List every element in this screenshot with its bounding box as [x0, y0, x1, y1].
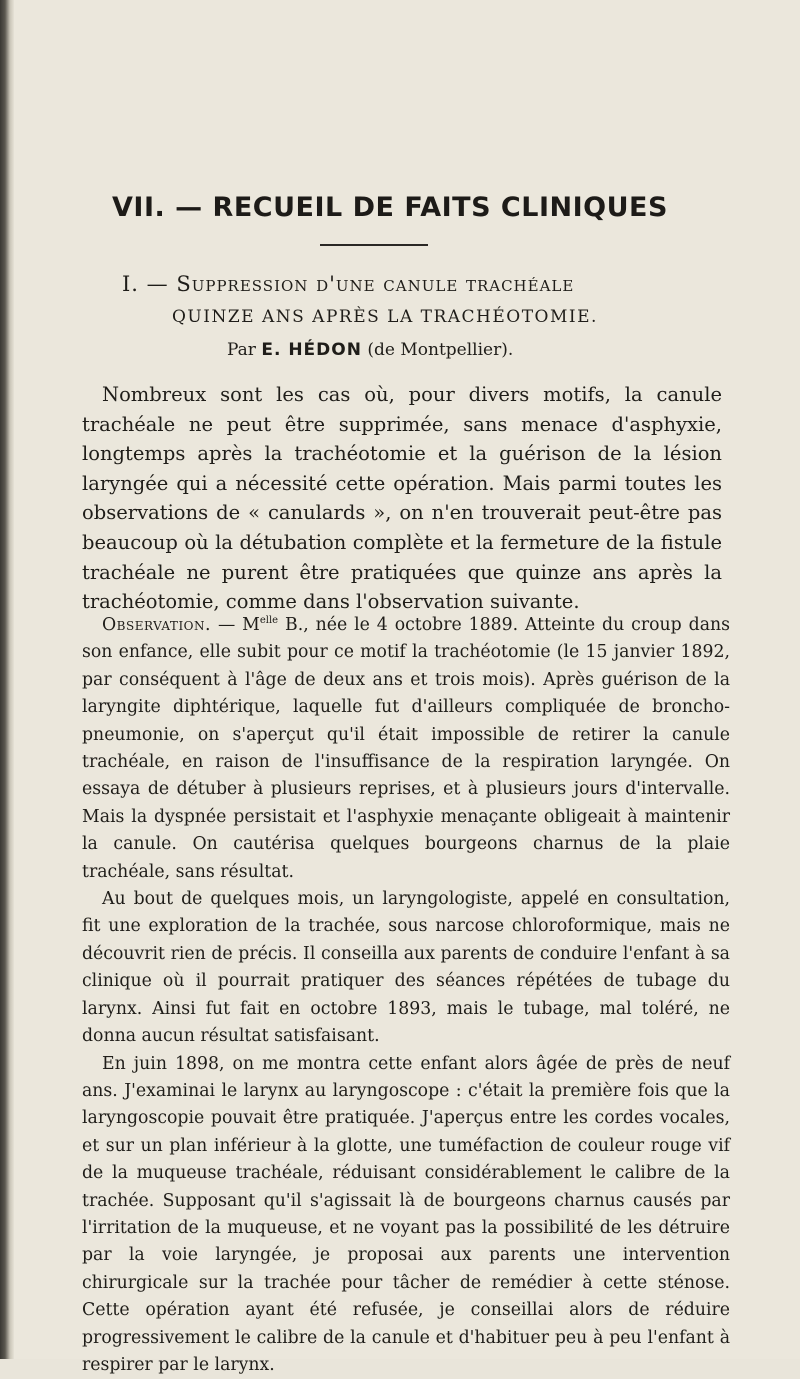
observation-title-sup: elle — [260, 615, 278, 626]
observation-section — [82, 612, 730, 1379]
observation-paragraph-3: En juin 1898, on me montra cette enfant alors âgée de près de neuf ans. J'examinai le larynx au laryngoscope : c'était la première fois que la laryngoscopie pouvait être pratiquée. J'aperçus entre les cordes vocales, et sur un plan inférieur à la glotte, une tuméfaction de couleur rouge vif de la muqueuse trachéale, réduisant considérablement le calibre de la trachée. Supposant qu'il s'agissait là de bourgeons charnus causés par l'irritation de la muqueuse, et ne voyant pas la possibilité de les détruire par la voie laryngée, je proposai aux parents une intervention chirurgicale sur la trachée pour tâcher de remédier à cette sténose. Cette opération ayant été refusée, je conseillai alors de réduire progressivement le calibre de la canule et d'habituer peu à peu l'enfant à respirer par le larynx. — [82, 1051, 730, 1379]
chapter-title: VII. — RECUEIL DE FAITS CLINIQUES — [112, 192, 752, 223]
intro-section — [82, 380, 722, 617]
section-title: I. — Suppression d'une canule trachéale — [122, 272, 742, 296]
book-spine-shadow — [0, 0, 14, 1359]
observation-paragraph-1 — [82, 612, 730, 886]
byline-prefix: Par — [227, 340, 256, 360]
observation-paragraph-2: Au bout de quelques mois, un laryngologiste, appelé en consultation, fit une exploration de la trachée, sous narcose chloroformique, mais ne découvrit rien de précis. Il conseilla aux parents de conduire l'enfant à sa clinique où il pourrait pratiquer des séances répétées de tubage du larynx. Ainsi fut fait en octobre 1893, mais le tubage, mal toléré, ne donna aucun résultat satisfaisant. — [82, 886, 730, 1050]
observation-text-1: B., née le 4 octobre 1889. Atteinte du croup dans son enfance, elle subit pour ce motif la trachéotomie (le 15 janvier 1892, par conséquent à l'âge de deux ans et trois mois). Après guérison de la laryngite diphtérique, laquelle fut d'ailleurs compliquée de broncho-pneumonie, on s'aperçut qu'il était impossible de retirer la canule trachéale, en raison de l'insuffisance de la respiration laryngée. On essaya de détuber à plusieurs reprises, et à plusieurs jours d'intervalle. Mais la dyspnée persistait et l'asphyxie menaçante obligeait à maintenir la canule. On cautérisa quelques bourgeons charnus de la plaie trachéale, sans résultat. — [82, 615, 730, 882]
author-name: E. HÉDON — [261, 340, 362, 360]
observation-dash: — M — [211, 615, 260, 635]
intro-paragraph: Nombreux sont les cas où, pour divers motifs, la canule trachéale ne peut être supprimée, sans menace d'asphyxie, longtemps après la trachéotomie et la guérison de la lésion laryngée qui a nécessité cette opération. Mais parmi toutes les observations de « canulards », on n'en trouverait peut-être pas beaucoup où la détubation complète et la fermeture de la fistule trachéale ne purent être pratiquées que quinze ans après la trachéotomie, comme dans l'observation suivante. — [82, 380, 722, 617]
byline — [227, 340, 727, 360]
title-rule — [320, 244, 428, 246]
author-affiliation: (de Montpellier). — [367, 340, 513, 360]
section-subtitle: QUINZE ANS APRÈS LA TRACHÉOTOMIE. — [172, 307, 732, 327]
observation-label: Observation. — [102, 615, 211, 635]
